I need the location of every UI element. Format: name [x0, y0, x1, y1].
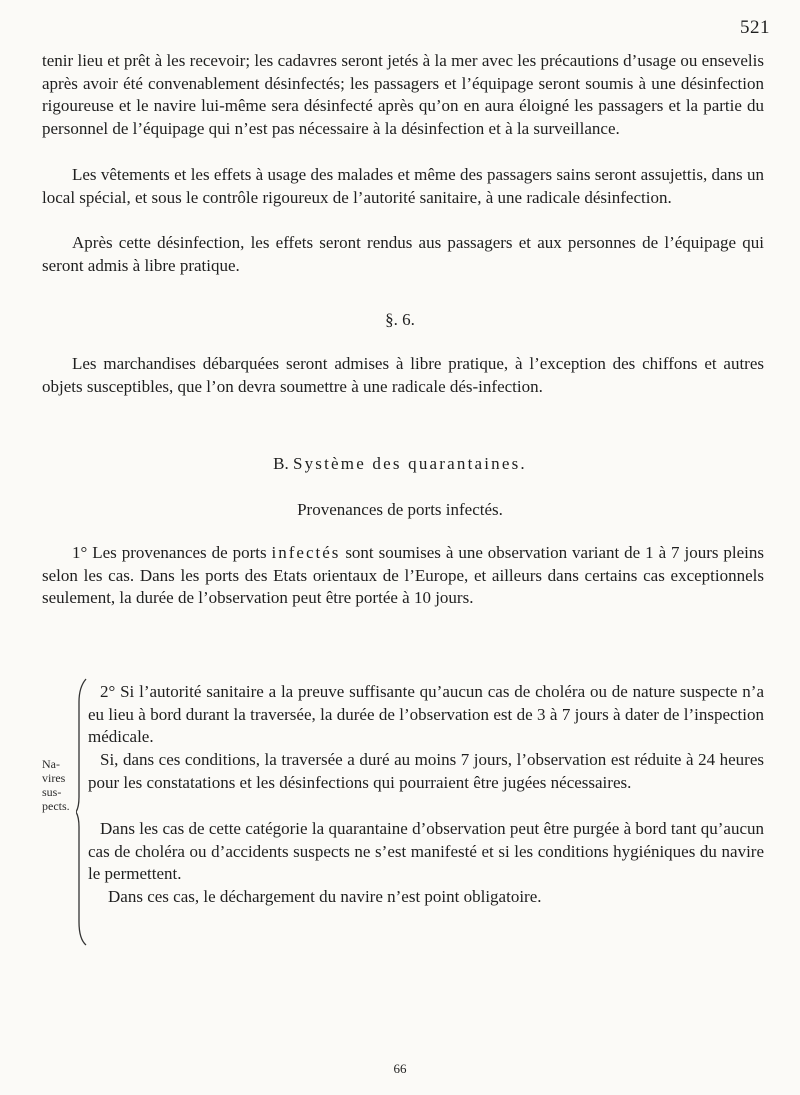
item-2-paragraph-b: Si, dans ces conditions, la traversée a duré au moins 7 jours, l’observation est réduite à 24 heures pour les constatations et les désinfections qui pourraient être jugées nécessaires. [88, 750, 764, 792]
page-number: 521 [740, 17, 770, 38]
item-2-paragraph-c: Dans les cas de cette catégorie la quarantaine d’observation peut être purgée à bord tant qu’aucun cas de choléra ou d’accidents suspects ne s’est manifesté et si les conditions hygiéniques du navire le permettent. [88, 819, 764, 883]
margin-note-line: pects. [42, 799, 70, 813]
margin-note-line: vires [42, 771, 66, 785]
margin-note-line: Na- [42, 757, 60, 771]
paragraph-3: Après cette désinfection, les effets seront rendus aus passagers et aux personnes de l’équipage qui seront admis à libre pratique. [42, 233, 764, 275]
section-6-heading: §. 6. [385, 310, 415, 329]
item-1-prefix: 1° Les provenances de ports [72, 543, 267, 562]
signature-mark: 66 [393, 1061, 407, 1076]
paragraph-2: Les vêtements et les effets à usage des malades et même des passagers sains seront assujettis, dans un local spécial, et sous le contrôle rigoureux de l’autorité sanitaire, à une radicale désinfection. [42, 165, 764, 207]
margin-note-line: sus- [42, 785, 62, 799]
section-b-prefix: B. [273, 454, 289, 473]
section-b-subheading: Provenances de ports infectés. [297, 500, 503, 519]
paragraph-1: tenir lieu et prêt à les recevoir; les cadavres seront jetés à la mer avec les précautions d’usage ou ensevelis après avoir été convenablement désinfectés; les passagers et l’équipage seront soumis à une désinfection rigoureuse et le navire lui-même sera désinfecté après qu’on en aura éloigné les passagers et la partie du personnel de l’équipage qui n’est pas nécessaire à la désinfection et à la surveillance. [42, 51, 764, 138]
item-1-rest: sont soumises à une observation variant de 1 à 7 jours pleins selon les cas. Dans les ports des Etats orientaux de l’Europe, et ailleurs dans certains cas exceptionnels seulement, la durée de l’observation peut être portée à 10 jours. [42, 543, 765, 607]
item-1-spaced: infectés [271, 543, 341, 562]
margin-note [42, 757, 84, 813]
section-6-text: Les marchandises débarquées seront admises à libre pratique, à l’exception des chiffons et autres objets susceptibles, que l’on devra soumettre à une radicale dés-infection. [42, 354, 764, 396]
item-1 [42, 542, 764, 610]
section-b-title: Système des quarantaines. [292, 454, 527, 473]
last-paragraph: Dans ces cas, le déchargement du navire n’est point obligatoire. [108, 887, 542, 906]
item-2-paragraph: 2° Si l’autorité sanitaire a la preuve suffisante qu’aucun cas de choléra ou de nature suspecte n’a eu lieu à bord durant la traversée, la durée de l’observation est de 3 à 7 jours à dater de l’inspection médicale. [88, 682, 764, 746]
section-b-heading [0, 454, 800, 474]
